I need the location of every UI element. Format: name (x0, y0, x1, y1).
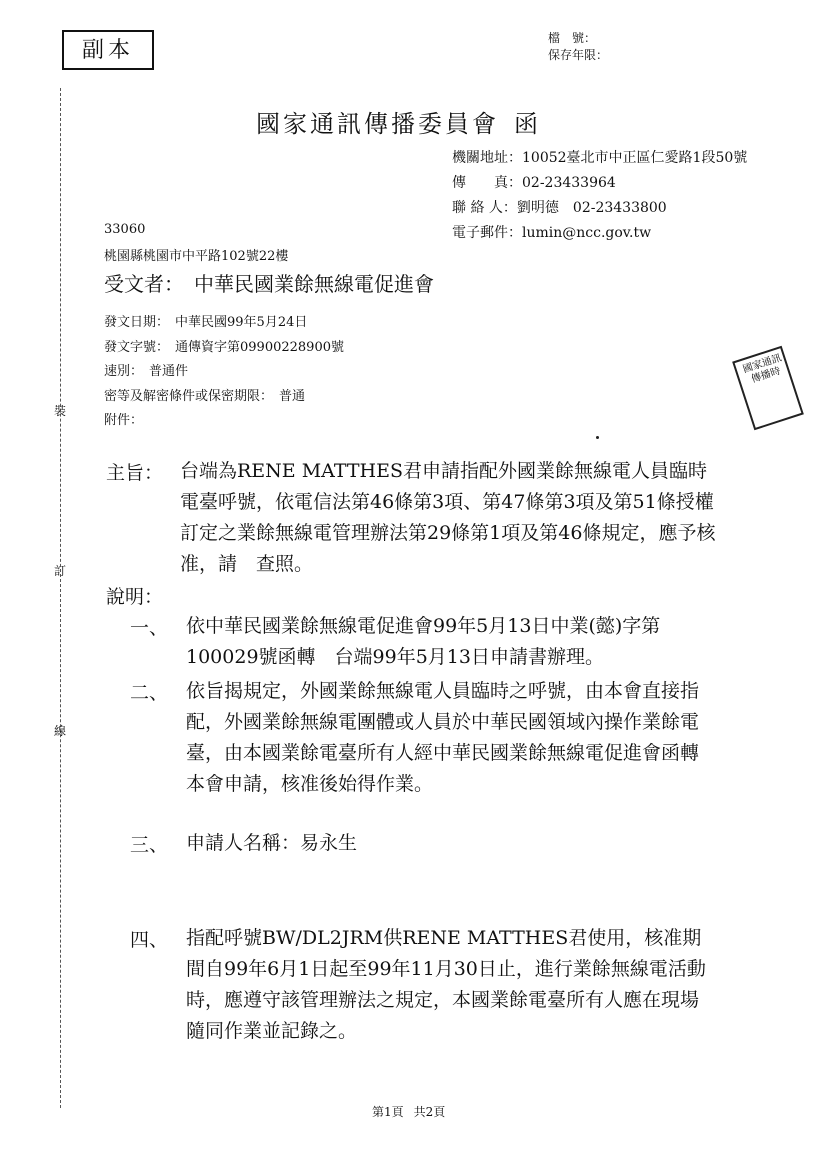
recipient-label: 受文者： (104, 272, 184, 296)
issue-ref-value: 通傳資字第09900228900號 (175, 340, 344, 355)
page-current: 第1頁 (372, 1105, 404, 1119)
recipient-line (104, 268, 434, 297)
binding-mark-zhuang: 裝 (54, 404, 67, 418)
speed (104, 360, 188, 379)
recipient-name: 中華民國業餘無線電促進會 (194, 272, 434, 296)
scan-dot (596, 436, 599, 439)
item-4-number: 四、 (130, 929, 169, 951)
issue-date-value: 中華民國99年5月24日 (175, 315, 308, 330)
explanation-label: 說明： (106, 586, 164, 608)
contact-fax (452, 171, 616, 196)
item-2-number: 二、 (130, 682, 169, 704)
page-total: 共2頁 (413, 1105, 446, 1119)
copy-label: 副本 (62, 30, 154, 70)
file-number-label: 檔 號： (548, 31, 597, 45)
fax-value: 02-23433964 (522, 175, 616, 191)
recipient-address: 桃園縣桃園市中平路102號22樓 (104, 249, 289, 264)
secrecy (104, 385, 305, 404)
document-title-type: 函 (514, 110, 541, 138)
contact-person (452, 196, 667, 221)
item-1-text: 依中華民國業餘無線電促進會99年5月13日中業(懿)字第100029號函轉 台端99年5月13日申請書辦理。 (186, 615, 661, 668)
binding-mark-ding: 訂 (54, 564, 67, 578)
retention-label: 保存年限： (548, 48, 609, 62)
item-1-number: 一、 (130, 617, 169, 639)
email-value: lumin@ncc.gov.tw (522, 225, 652, 241)
issue-date-label: 發文日期： (104, 315, 170, 330)
issue-ref-label: 發文字號： (104, 340, 170, 355)
issue-ref (104, 336, 344, 355)
postal-code: 33060 (104, 222, 146, 237)
issue-date (104, 311, 307, 330)
speed-label: 速別： (104, 364, 144, 379)
page-number (372, 1103, 445, 1120)
secrecy-value: 普通 (279, 389, 306, 404)
contact-address (452, 146, 747, 171)
secrecy-label: 密等及解密條件或保密期限： (104, 389, 274, 404)
subject-label: 主旨： (106, 462, 164, 484)
speed-value: 普通件 (149, 364, 189, 379)
attachment-label: 附件： (104, 413, 144, 428)
address-label: 機關地址： (452, 150, 522, 166)
person-value: 劉明德 02-23433800 (516, 200, 667, 216)
person-label: 聯 絡 人： (452, 200, 517, 216)
item-4-text: 指配呼號BW/DL2JRM供RENE MATTHES君使用，核准期間自99年6月1日起至99年11月30日止，進行業餘無線電活動時，應遵守該管理辦法之規定，本國業餘電臺所有人應在現場隨同作業並記錄之。 (186, 927, 706, 1042)
received-stamp (732, 346, 804, 431)
item-2-text: 依旨揭規定，外國業餘無線電人員臨時之呼號，由本會直接指配，外國業餘無線電團體或人員於中華民國領域內操作業餘電臺，由本國業餘電臺所有人經中華民國業餘無線電促進會函轉本會申請，核准後始得作業。 (186, 680, 700, 795)
item-3-number: 三、 (130, 834, 169, 856)
subject-text: 台端為RENE MATTHES君申請指配外國業餘無線電人員臨時電臺呼號，依電信法第46條第3項、第47條第3項及第51條授權訂定之業餘無線電管理辦法第29條第1項及第46條規定，應予核准，請 查照。 (180, 460, 716, 575)
binding-mark-xian: 線 (54, 724, 67, 738)
stamp-text: 國家通訊傳播時 (741, 352, 784, 386)
document-title-org: 國家通訊傳播委員會 (256, 110, 499, 138)
item-3-text: 申請人名稱：易永生 (186, 832, 358, 854)
fax-label: 傳 真： (452, 175, 522, 191)
binding-line (60, 88, 61, 1108)
contact-email (452, 221, 651, 246)
address-value: 10052臺北市中正區仁愛路1段50號 (522, 150, 748, 166)
email-label: 電子郵件： (452, 225, 522, 241)
